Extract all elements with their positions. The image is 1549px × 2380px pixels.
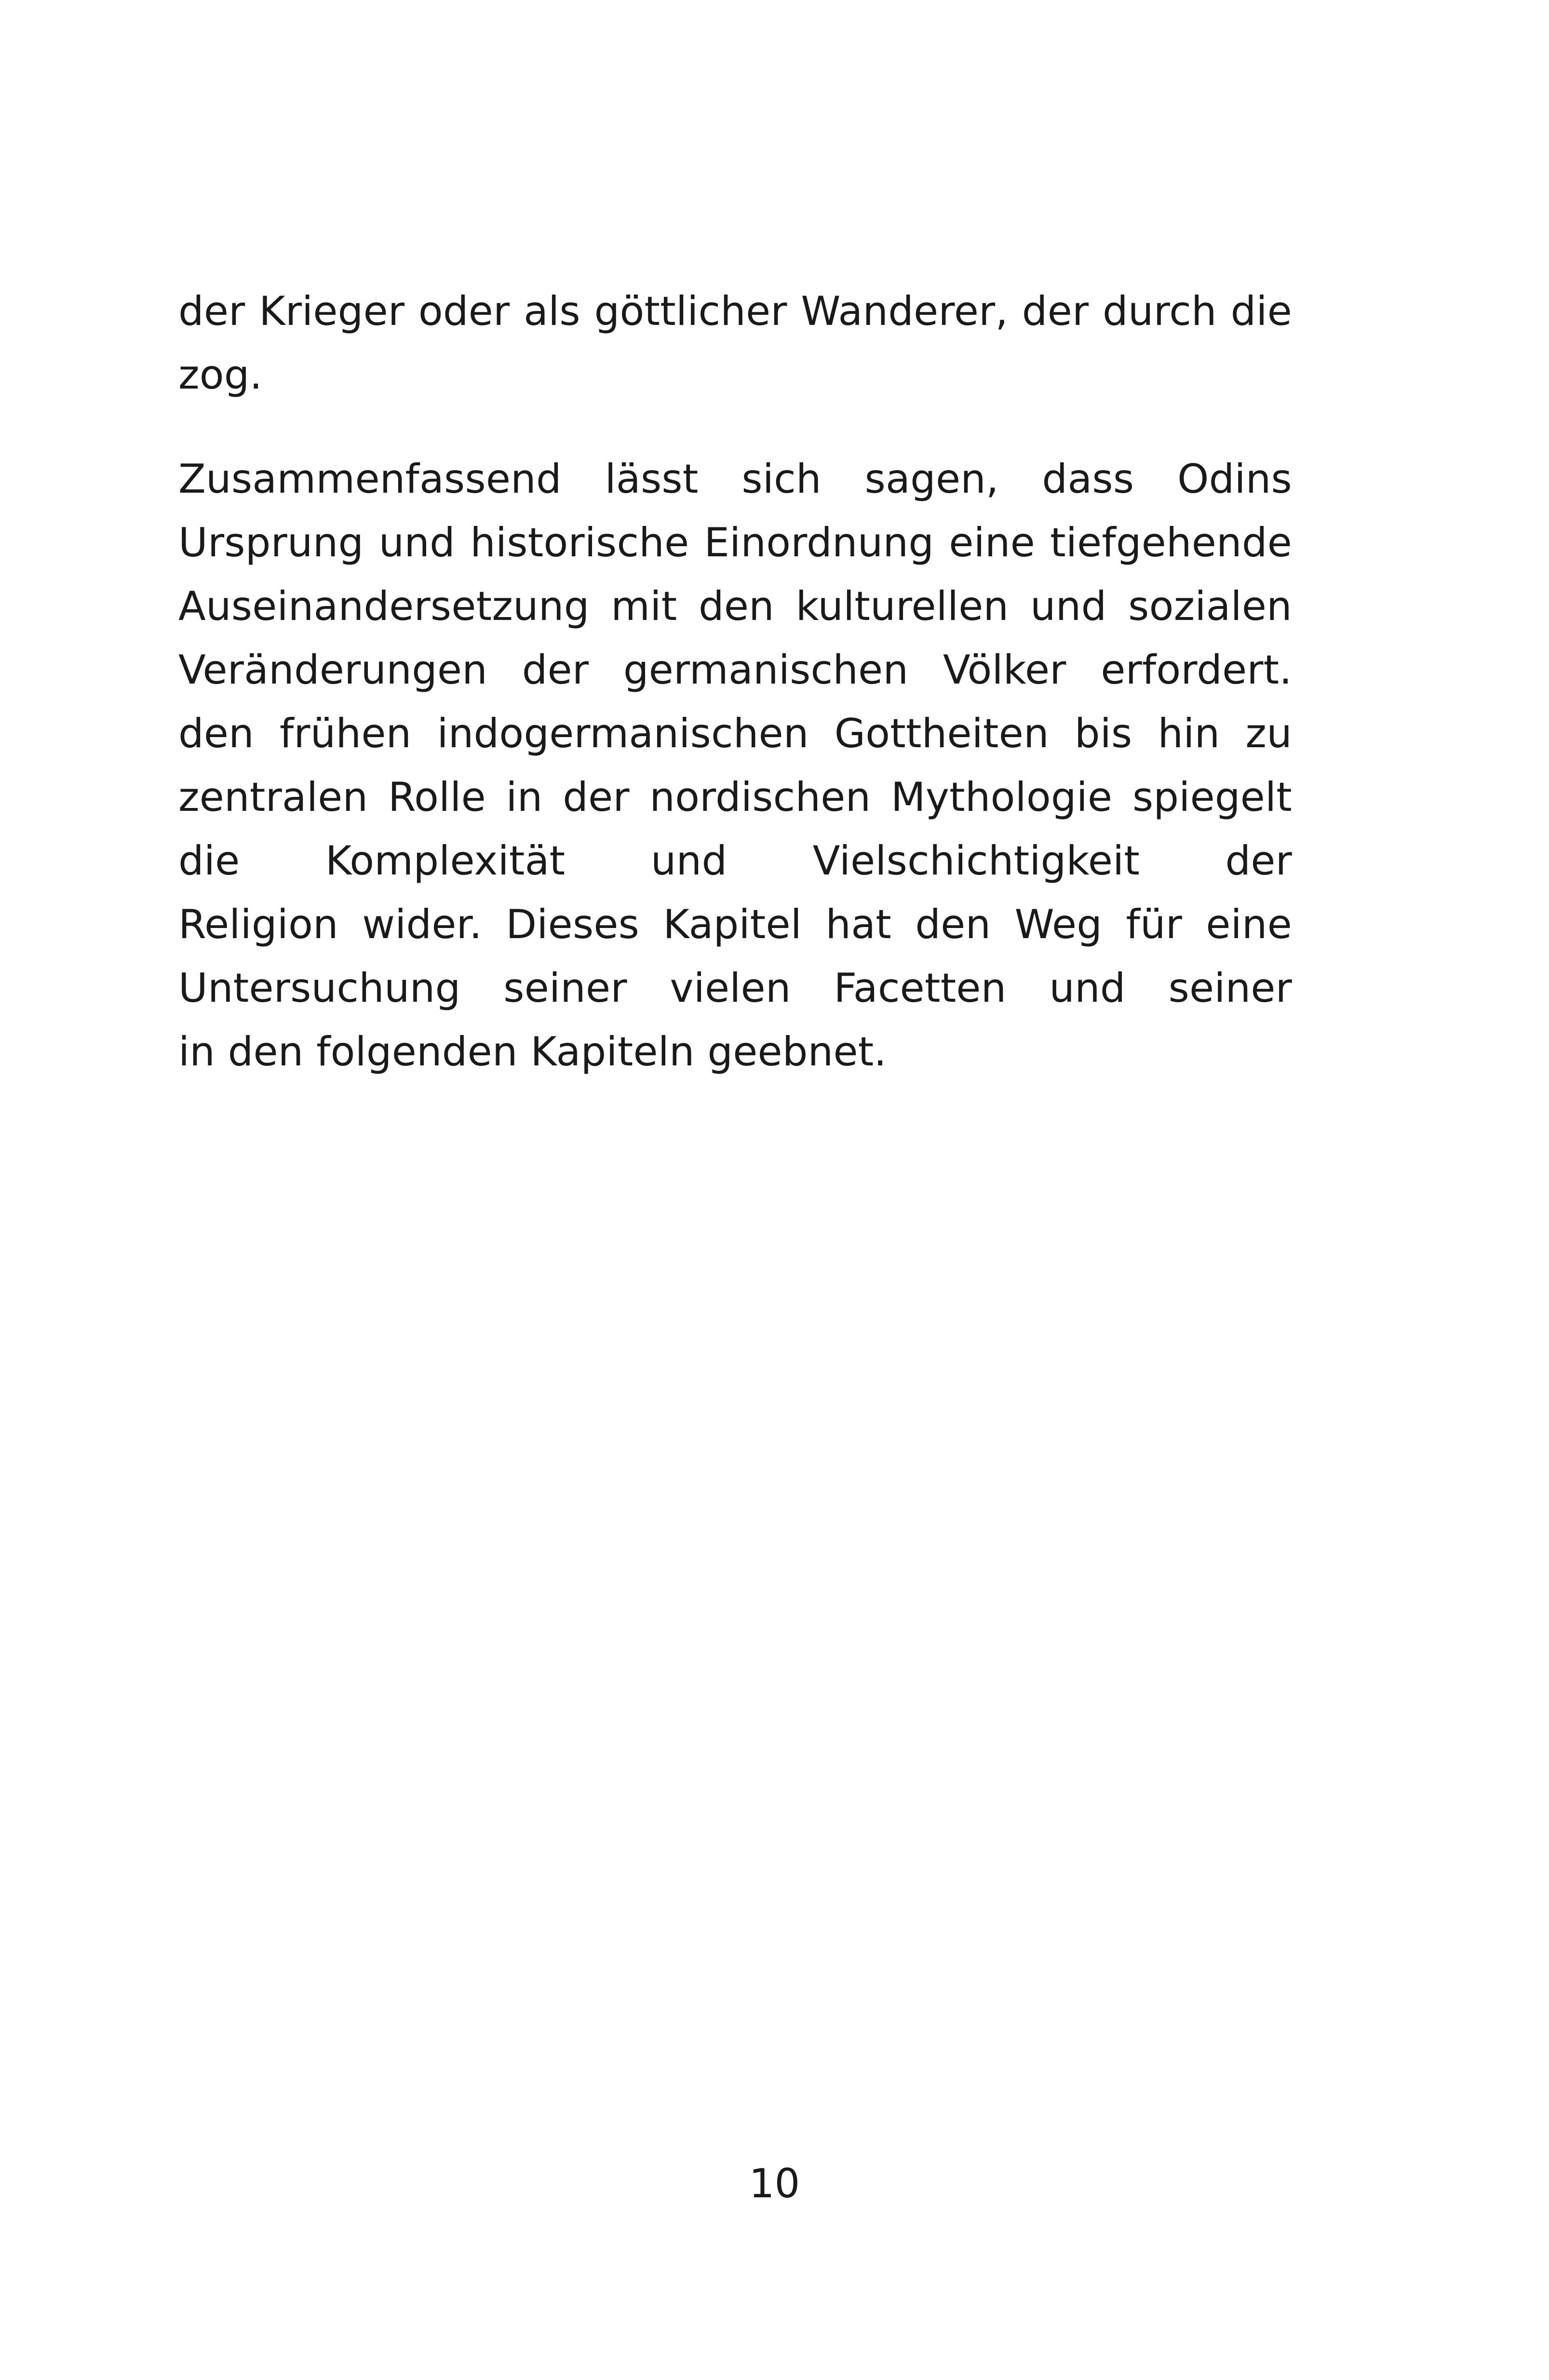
paragraph-spacer bbox=[178, 407, 1292, 447]
text-line: Auseinandersetzung mit den kulturellen und sozialen bbox=[178, 583, 1292, 630]
text-line: zog. bbox=[178, 351, 263, 398]
body-text bbox=[178, 280, 1292, 1084]
text-line: in den folgenden Kapiteln geebnet. bbox=[178, 1028, 887, 1075]
text-line: Untersuchung seiner vielen Facetten und seiner bbox=[178, 965, 1292, 1011]
paragraph-1 bbox=[178, 280, 1292, 407]
text-line: zentralen Rolle in der nordischen Mythologie spiegelt bbox=[178, 774, 1292, 820]
paragraph-2 bbox=[178, 447, 1292, 1084]
text-line: Veränderungen der germanischen Völker erfordert. bbox=[178, 646, 1292, 693]
text-line: Ursprung und historische Einordnung eine tiefgehende bbox=[178, 519, 1292, 566]
text-line: die Komplexität und Vielschichtigkeit der bbox=[178, 837, 1292, 884]
text-line: der Krieger oder als göttlicher Wanderer, der durch die bbox=[178, 288, 1292, 335]
text-line: den frühen indogermanischen Gottheiten bis hin zu bbox=[178, 710, 1292, 757]
text-line: Zusammenfassend lässt sich sagen, dass Odins bbox=[178, 456, 1292, 502]
text-line: Religion wider. Dieses Kapitel hat den Weg für eine bbox=[178, 901, 1292, 948]
page-number: 10 bbox=[749, 2160, 800, 2207]
